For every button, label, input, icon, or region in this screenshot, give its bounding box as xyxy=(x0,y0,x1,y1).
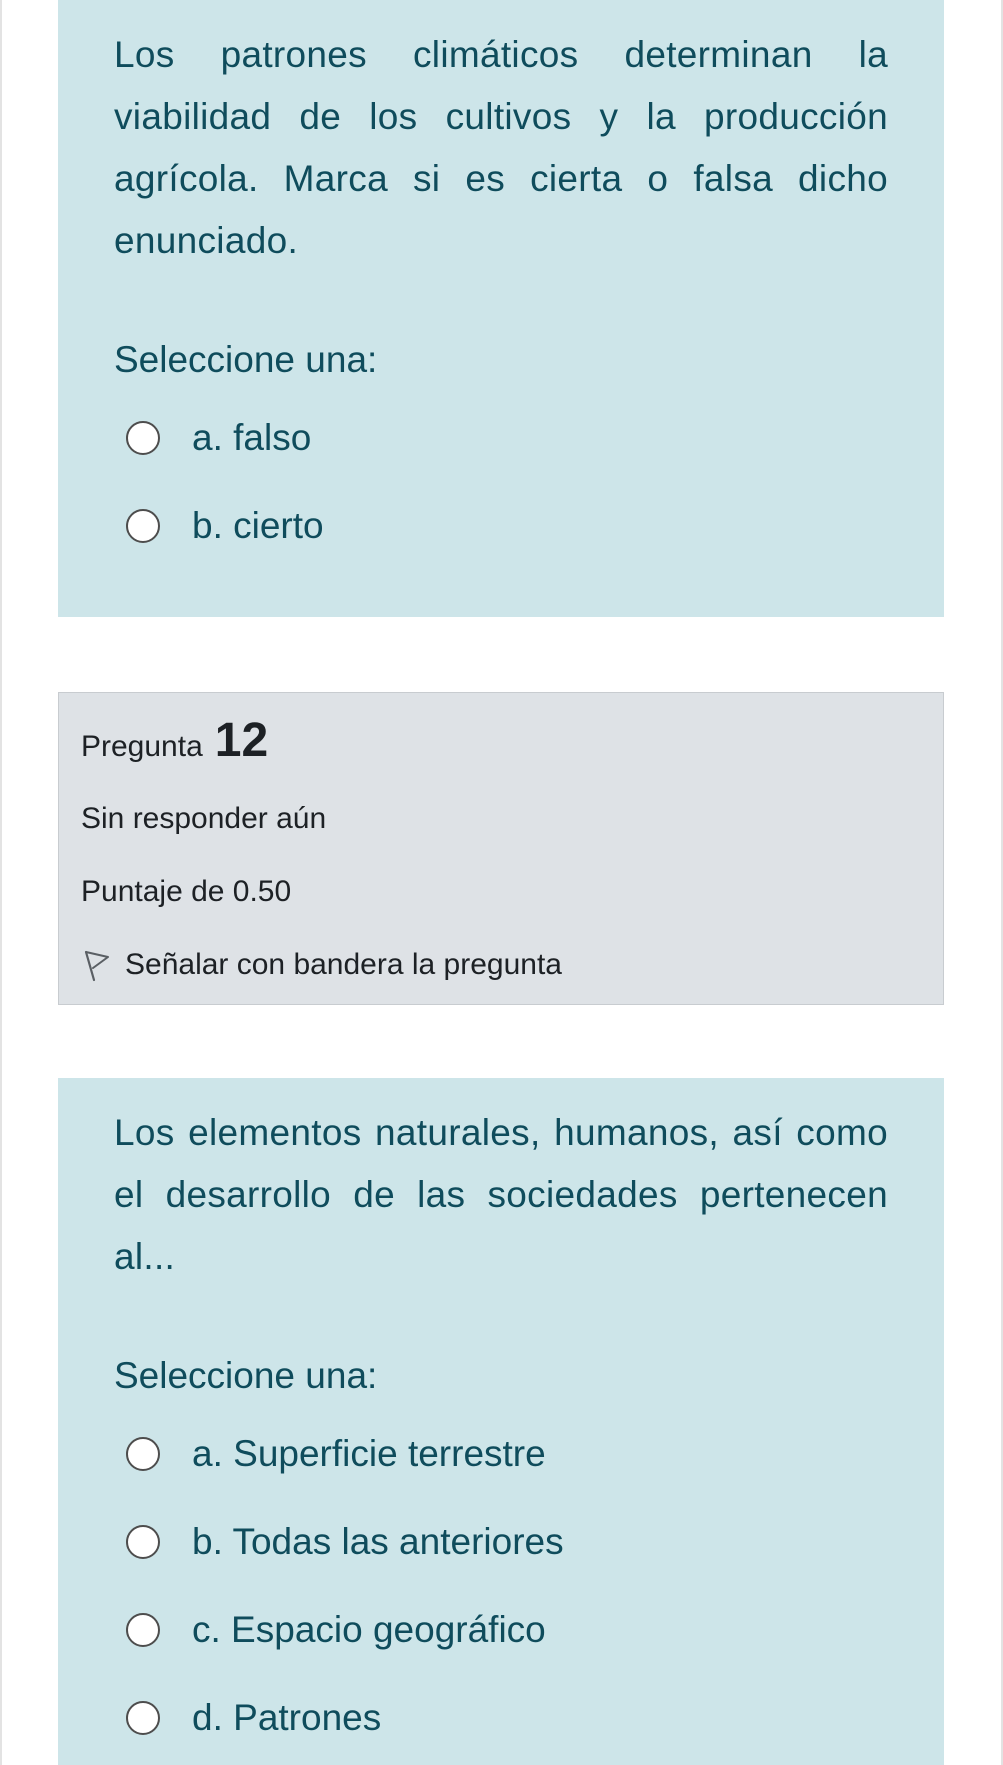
radio-button-icon[interactable] xyxy=(126,1701,160,1735)
radio-button-icon[interactable] xyxy=(126,1525,160,1559)
question-12-info xyxy=(58,692,944,1005)
question-11-formulation xyxy=(58,0,944,617)
flag-question-link[interactable] xyxy=(81,937,921,992)
question-12-option-c[interactable] xyxy=(114,1586,888,1674)
question-12-option-a[interactable] xyxy=(114,1410,888,1498)
option-label[interactable]: b. Todas las anteriores xyxy=(192,1521,564,1562)
flag-outline-icon[interactable] xyxy=(81,948,111,982)
question-12-formulation xyxy=(58,1078,944,1765)
question-11-option-a[interactable] xyxy=(114,394,888,482)
radio-button-icon[interactable] xyxy=(126,1613,160,1647)
radio-button-icon[interactable] xyxy=(126,421,160,455)
question-11-prompt: Seleccione una: xyxy=(114,339,378,380)
question-number: 12 xyxy=(214,714,269,767)
question-12-text: Los elementos naturales, humanos, así como el desarrollo de las sociedades pertenecen al... xyxy=(114,1112,888,1277)
option-label[interactable]: a. Superficie terrestre xyxy=(192,1433,546,1474)
question-11-option-b[interactable] xyxy=(114,482,888,570)
question-12-option-b[interactable] xyxy=(114,1498,888,1586)
question-12-answer-list xyxy=(114,1410,888,1762)
question-12-prompt: Seleccione una: xyxy=(114,1355,378,1396)
question-11-text: Los patrones climáticos determinan la viabilidad de los cultivos y la producción agrícola. Marca si es cierta o falsa dicho enunciado. xyxy=(114,34,888,261)
question-state: Sin responder aún xyxy=(81,802,327,835)
option-label[interactable]: a. falso xyxy=(192,417,312,458)
flag-question-label[interactable]: Señalar con bandera la pregunta xyxy=(125,947,562,981)
question-label: Pregunta xyxy=(81,730,203,763)
radio-button-icon[interactable] xyxy=(126,509,160,543)
question-title xyxy=(81,713,921,773)
option-label[interactable]: b. cierto xyxy=(192,505,324,546)
option-label[interactable]: c. Espacio geográfico xyxy=(192,1609,546,1650)
question-12-option-d[interactable] xyxy=(114,1674,888,1762)
radio-button-icon[interactable] xyxy=(126,1437,160,1471)
question-grade: Puntaje de 0.50 xyxy=(81,875,292,908)
option-label[interactable]: d. Patrones xyxy=(192,1697,382,1738)
question-11-answer-list xyxy=(114,394,888,570)
